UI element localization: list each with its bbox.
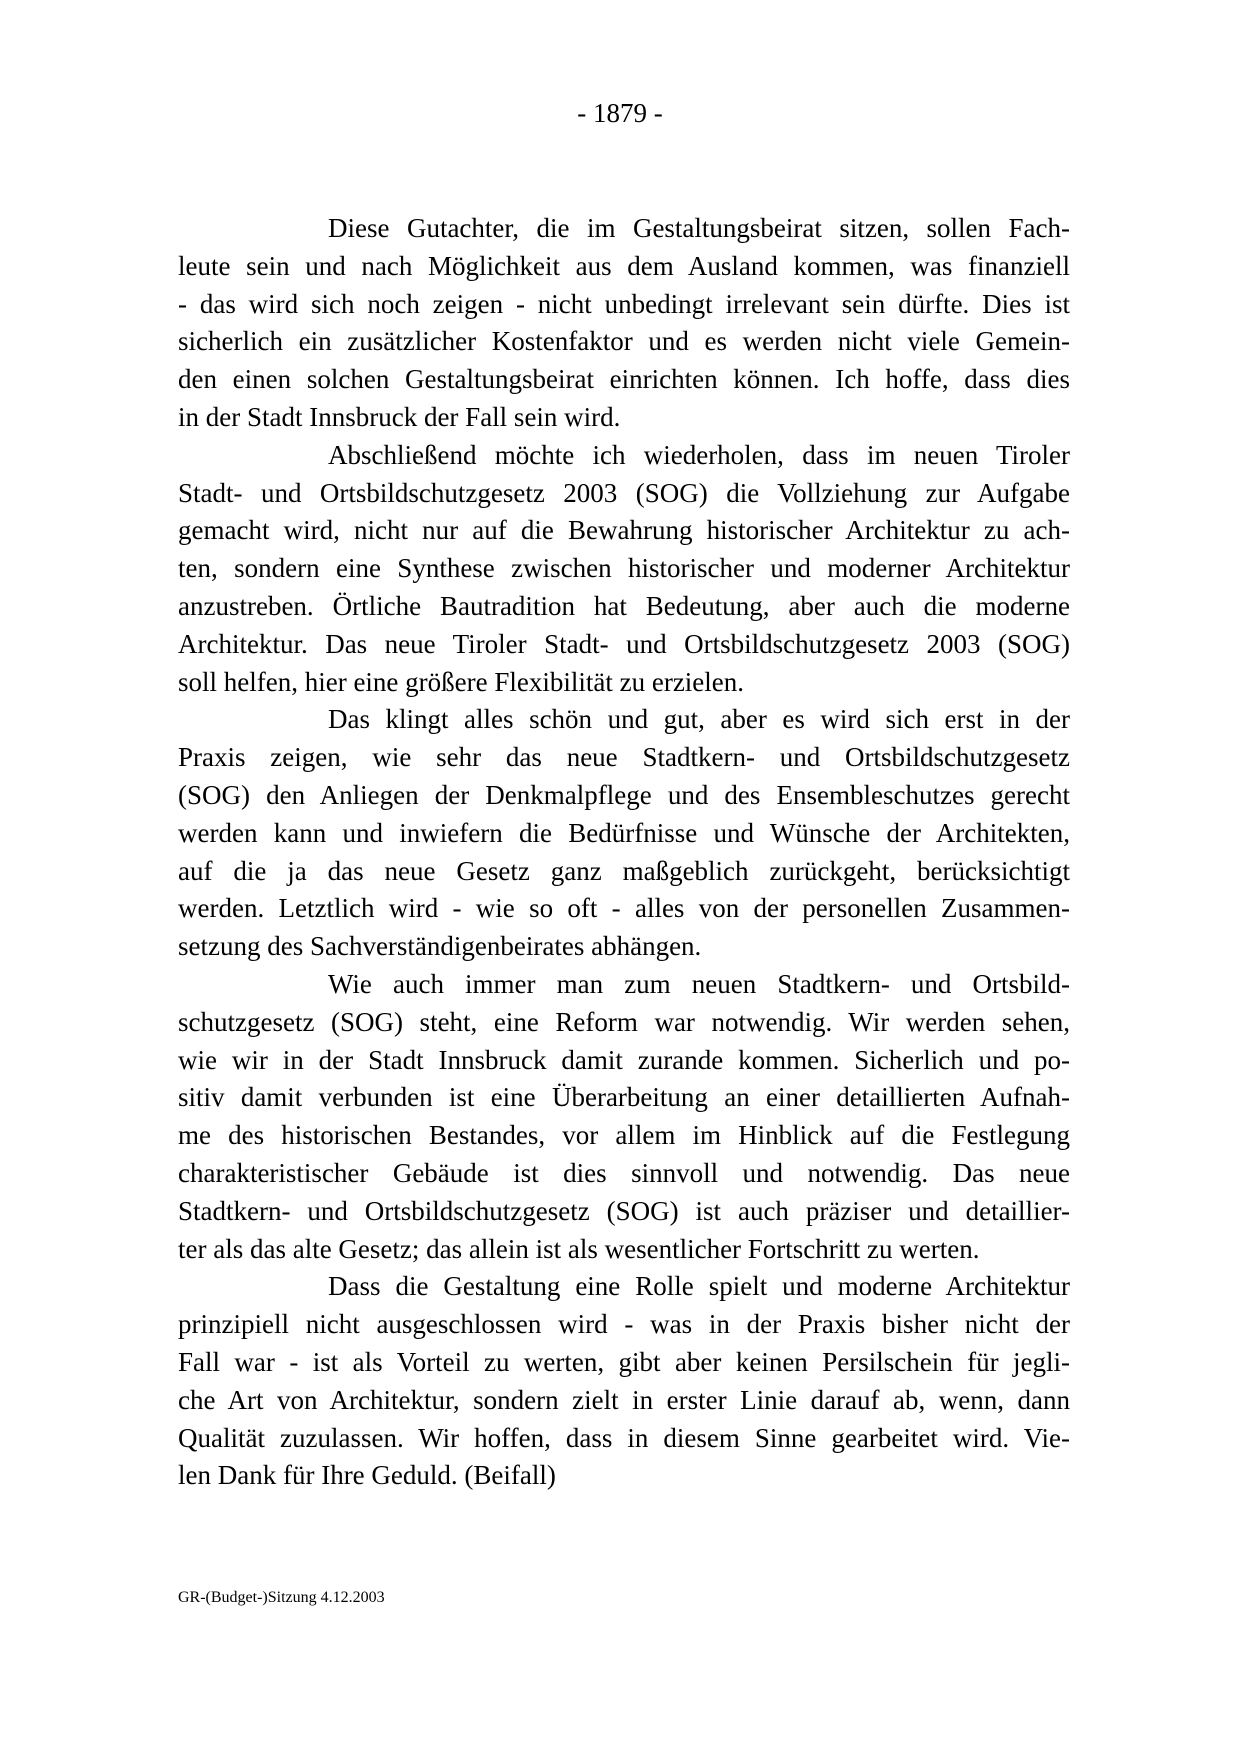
- paragraph: [178, 1268, 1070, 1495]
- body-text: [178, 210, 1070, 1495]
- paragraph: [178, 701, 1070, 966]
- text-line: Wie auch immer man zum neuen Stadtkern- und Ortsbild-: [328, 968, 1070, 999]
- text-line: Stadt- und Ortsbildschutzgesetz 2003 (SOG) die Vollziehung zur Aufgabe: [178, 477, 1070, 508]
- text-line: prinzipiell nicht ausgeschlossen wird - was in der Praxis bisher nicht der: [178, 1309, 1070, 1340]
- text-line: Abschließend möchte ich wiederholen, dass im neuen Tiroler: [328, 439, 1070, 470]
- text-line: werden kann und inwiefern die Bedürfnisse und Wünsche der Architekten,: [178, 817, 1070, 848]
- text-line: soll helfen, hier eine größere Flexibilität zu erzielen.: [178, 666, 745, 697]
- text-line: Das klingt alles schön und gut, aber es wird sich erst in der: [328, 704, 1070, 735]
- paragraph: [178, 437, 1070, 702]
- footer-session: GR-(Budget-)Sitzung 4.12.2003: [178, 1589, 385, 1606]
- text-line: sicherlich ein zusätzlicher Kostenfaktor und es werden nicht viele Gemein-: [178, 326, 1070, 357]
- text-line: Stadtkern- und Ortsbildschutzgesetz (SOG) ist auch präziser und detaillier-: [178, 1195, 1070, 1226]
- text-line: leute sein und nach Möglichkeit aus dem Ausland kommen, was finanziell: [178, 250, 1070, 281]
- text-line: Praxis zeigen, wie sehr das neue Stadtkern- und Ortsbildschutzgesetz: [178, 742, 1070, 773]
- text-line: Dass die Gestaltung eine Rolle spielt und moderne Architektur: [328, 1271, 1070, 1302]
- text-line: ten, sondern eine Synthese zwischen historischer und moderner Architektur: [178, 553, 1070, 584]
- paragraph: [178, 966, 1070, 1268]
- text-line: - das wird sich noch zeigen - nicht unbedingt irrelevant sein dürfte. Dies ist: [178, 288, 1070, 319]
- text-line: schutzgesetz (SOG) steht, eine Reform war notwendig. Wir werden sehen,: [178, 1006, 1070, 1037]
- paragraph: [178, 210, 1070, 437]
- text-line: den einen solchen Gestaltungsbeirat einrichten können. Ich hoffe, dass dies: [178, 364, 1070, 395]
- text-line: gemacht wird, nicht nur auf die Bewahrung historischer Architektur zu ach-: [178, 515, 1070, 546]
- text-line: len Dank für Ihre Geduld. (Beifall): [178, 1460, 556, 1491]
- text-line: me des historischen Bestandes, vor allem im Hinblick auf die Festlegung: [178, 1120, 1070, 1151]
- text-line: che Art von Architektur, sondern zielt in erster Linie darauf ab, wenn, dann: [178, 1384, 1070, 1415]
- text-line: setzung des Sachverständigenbeirates abhängen.: [178, 931, 702, 962]
- text-line: anzustreben. Örtliche Bautradition hat Bedeutung, aber auch die moderne: [178, 590, 1070, 621]
- text-line: charakteristischer Gebäude ist dies sinnvoll und notwendig. Das neue: [178, 1157, 1070, 1188]
- text-line: sitiv damit verbunden ist eine Überarbeitung an einer detaillierten Aufnah-: [178, 1082, 1070, 1113]
- text-line: Architektur. Das neue Tiroler Stadt- und Ortsbildschutzgesetz 2003 (SOG): [178, 628, 1070, 659]
- page-number: - 1879 -: [577, 98, 663, 128]
- text-line: wie wir in der Stadt Innsbruck damit zurande kommen. Sicherlich und po-: [178, 1044, 1070, 1075]
- text-line: in der Stadt Innsbruck der Fall sein wird.: [178, 401, 621, 432]
- text-line: auf die ja das neue Gesetz ganz maßgeblich zurückgeht, berücksichtigt: [178, 855, 1070, 886]
- text-line: Fall war - ist als Vorteil zu werten, gibt aber keinen Persilschein für jegli-: [178, 1346, 1070, 1377]
- text-line: werden. Letztlich wird - wie so oft - alles von der personellen Zusammen-: [178, 893, 1070, 924]
- text-line: (SOG) den Anliegen der Denkmalpflege und des Ensembleschutzes gerecht: [178, 779, 1070, 810]
- text-line: Diese Gutachter, die im Gestaltungsbeirat sitzen, sollen Fach-: [328, 213, 1070, 243]
- text-line: ter als das alte Gesetz; das allein ist als wesentlicher Fortschritt zu werten.: [178, 1233, 980, 1264]
- text-line: Qualität zuzulassen. Wir hoffen, dass in diesem Sinne gearbeitet wird. Vie-: [178, 1422, 1070, 1453]
